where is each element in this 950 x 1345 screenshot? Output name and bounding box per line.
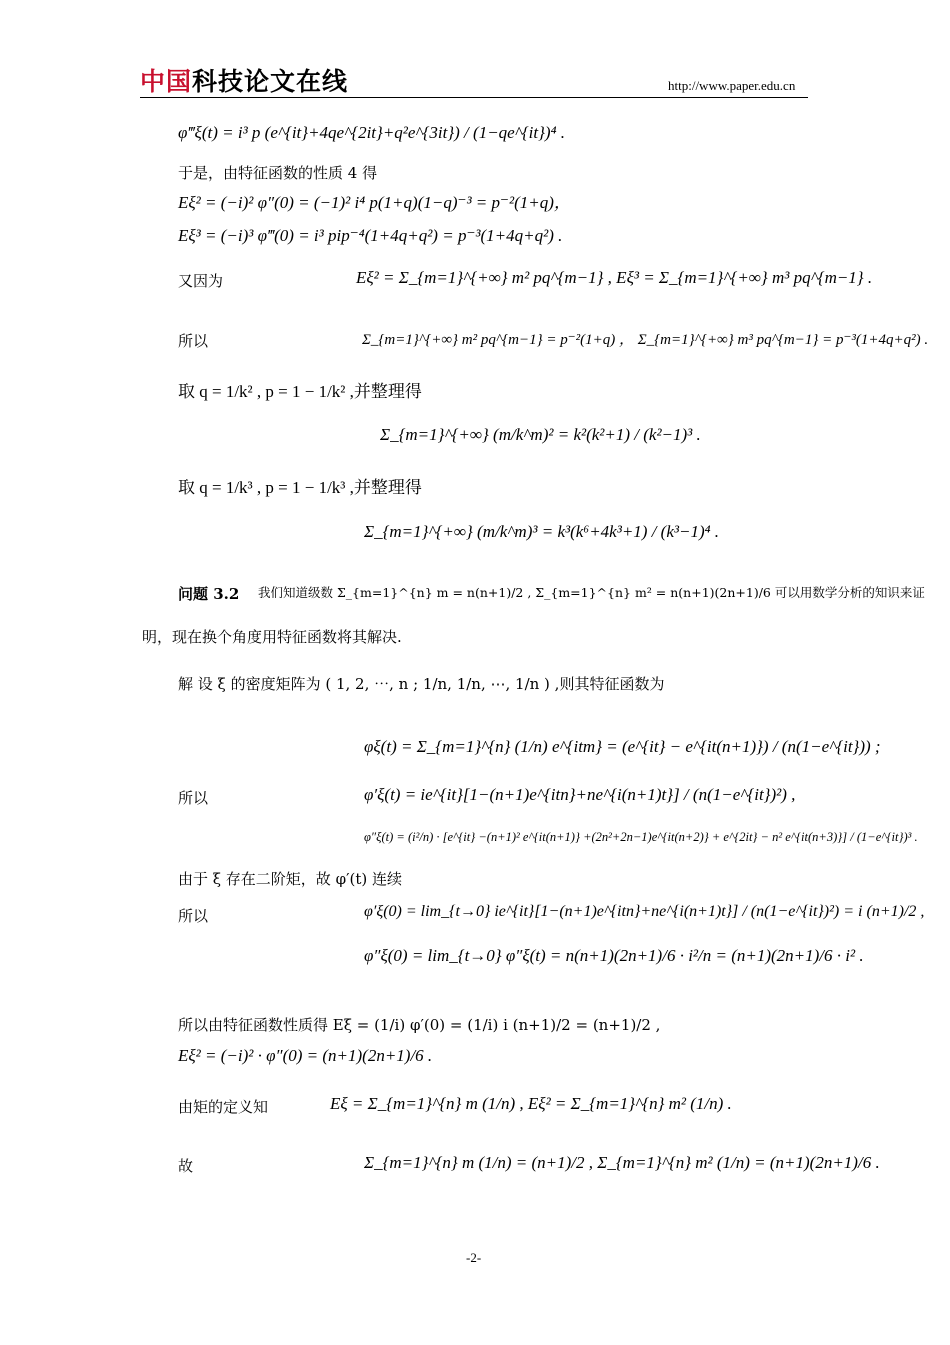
equation-phi-third-derivative: φ‴ξ(t) = i³ p (e^{it}+4qe^{2it}+q²e^{3it}) / (1−qe^{it})⁴ . [178, 123, 565, 142]
text-line: 由矩的定义知 [178, 1098, 269, 1116]
equation-final-result: Σ_{m=1}^{n} m (1/n) = (n+1)/2 , Σ_{m=1}^{n} m² (1/n) = (n+1)(2n+1)/6 . [364, 1153, 880, 1172]
equation-series-result-cube: Σ_{m=1}^{+∞} (m/k^m)³ = k³(k⁶+4k³+1) / (k³−1)⁴ . [364, 522, 720, 541]
page-number: -2- [466, 1250, 482, 1265]
problem-label: 问题 3.2 [178, 585, 240, 603]
text-line: 取 q = 1/k² , p = 1 − 1/k² ,并整理得 [178, 382, 422, 401]
equation-series-sums: Σ_{m=1}^{+∞} m² pq^{m−1} = p⁻²(1+q) ， Σ_{m=1}^{+∞} m³ pq^{m−1} = p⁻³(1+4q+q²) . [362, 332, 929, 348]
equation-first-derivative: φ′ξ(t) = ie^{it}[1−(n+1)e^{itn}+ne^{i(n+1)t}] / (n(1−e^{it})²) , [364, 785, 796, 804]
text-line: 于是，由特征函数的性质 4 得 [178, 164, 378, 182]
site-logo: 中国科技论文在线 [140, 67, 349, 96]
equation-second-derivative-at-zero: φ″ξ(0) = lim_{t→0} φ″ξ(t) = n(n+1)(2n+1)/6 · i²/n = (n+1)(2n+1)/6 · i² . [364, 946, 864, 965]
equation-moment-definition: Eξ = Σ_{m=1}^{n} m (1/n) , Eξ² = Σ_{m=1}^{n} m² (1/n) . [330, 1094, 732, 1113]
text-line: 取 q = 1/k³ , p = 1 − 1/k³ ,并整理得 [178, 478, 422, 497]
equation-series-result-square: Σ_{m=1}^{+∞} (m/k^m)² = k²(k²+1) / (k²−1)³ . [380, 425, 701, 444]
equation-first-derivative-at-zero: φ′ξ(0) = lim_{t→0} ie^{it}[1−(n+1)e^{itn}+ne^{i(n+1)t}] / (n(1−e^{it})²) = i (n+1)/2 , [364, 903, 925, 920]
text-line: 又因为 [178, 272, 224, 290]
equation-e-xi-squared: Eξ² = (−i)² φ″(0) = (−1)² i⁴ p(1+q)(1−q)⁻³ = p⁻²(1+q)， [178, 193, 571, 212]
text-line: 所以由特征函数性质得 Eξ = (1/i) φ′(0) = (1/i) i (n+1)/2 = (n+1)/2 , [178, 1016, 661, 1034]
solution-line: 解 设 ξ 的密度矩阵为 ( 1, 2, ⋯, n ; 1/n, 1/n, ⋯, 1/n ) ,则其特征函数为 [178, 675, 665, 693]
text-line: 所以 [178, 332, 209, 350]
text-line: 明，现在换个角度用特征函数将其解决. [142, 628, 402, 646]
equation-characteristic-function: φξ(t) = Σ_{m=1}^{n} (1/n) e^{itm} = (e^{it} − e^{it(n+1)}) / (n(1−e^{it})) ; [364, 737, 881, 756]
equation-e-xi-squared-result: Eξ² = (−i)² · φ″(0) = (n+1)(2n+1)/6 . [178, 1046, 433, 1065]
text-line: 所以 [178, 907, 209, 925]
text-line: 所以 [178, 789, 209, 807]
text-line: 由于 ξ 存在二阶矩，故 φ′(t) 连续 [178, 870, 402, 888]
text-line: 故 [178, 1157, 194, 1175]
header-rule [140, 97, 808, 98]
equation-e-xi-cubed: Eξ³ = (−i)³ φ‴(0) = i³ pip⁻⁴(1+4q+q²) = p⁻³(1+4q+q²) . [178, 226, 563, 245]
problem-statement: 我们知道级数 Σ_{m=1}^{n} m = n(n+1)/2 , Σ_{m=1}^{n} m² = n(n+1)(2n+1)/6 可以用数学分析的知识来证 [258, 585, 925, 600]
equation-second-derivative: φ″ξ(t) = (i²/n) · [e^{it} −(n+1)² e^{it(n+1)} +(2n²+2n−1)e^{it(n+2)} + e^{2it} − n² e^{it(n+3)}] / (1−e^{it})³ . [364, 830, 918, 844]
equation-series-moments: Eξ² = Σ_{m=1}^{+∞} m² pq^{m−1} , Eξ³ = Σ_{m=1}^{+∞} m³ pq^{m−1} . [356, 268, 873, 287]
header-url: http://www.paper.edu.cn [668, 78, 796, 93]
